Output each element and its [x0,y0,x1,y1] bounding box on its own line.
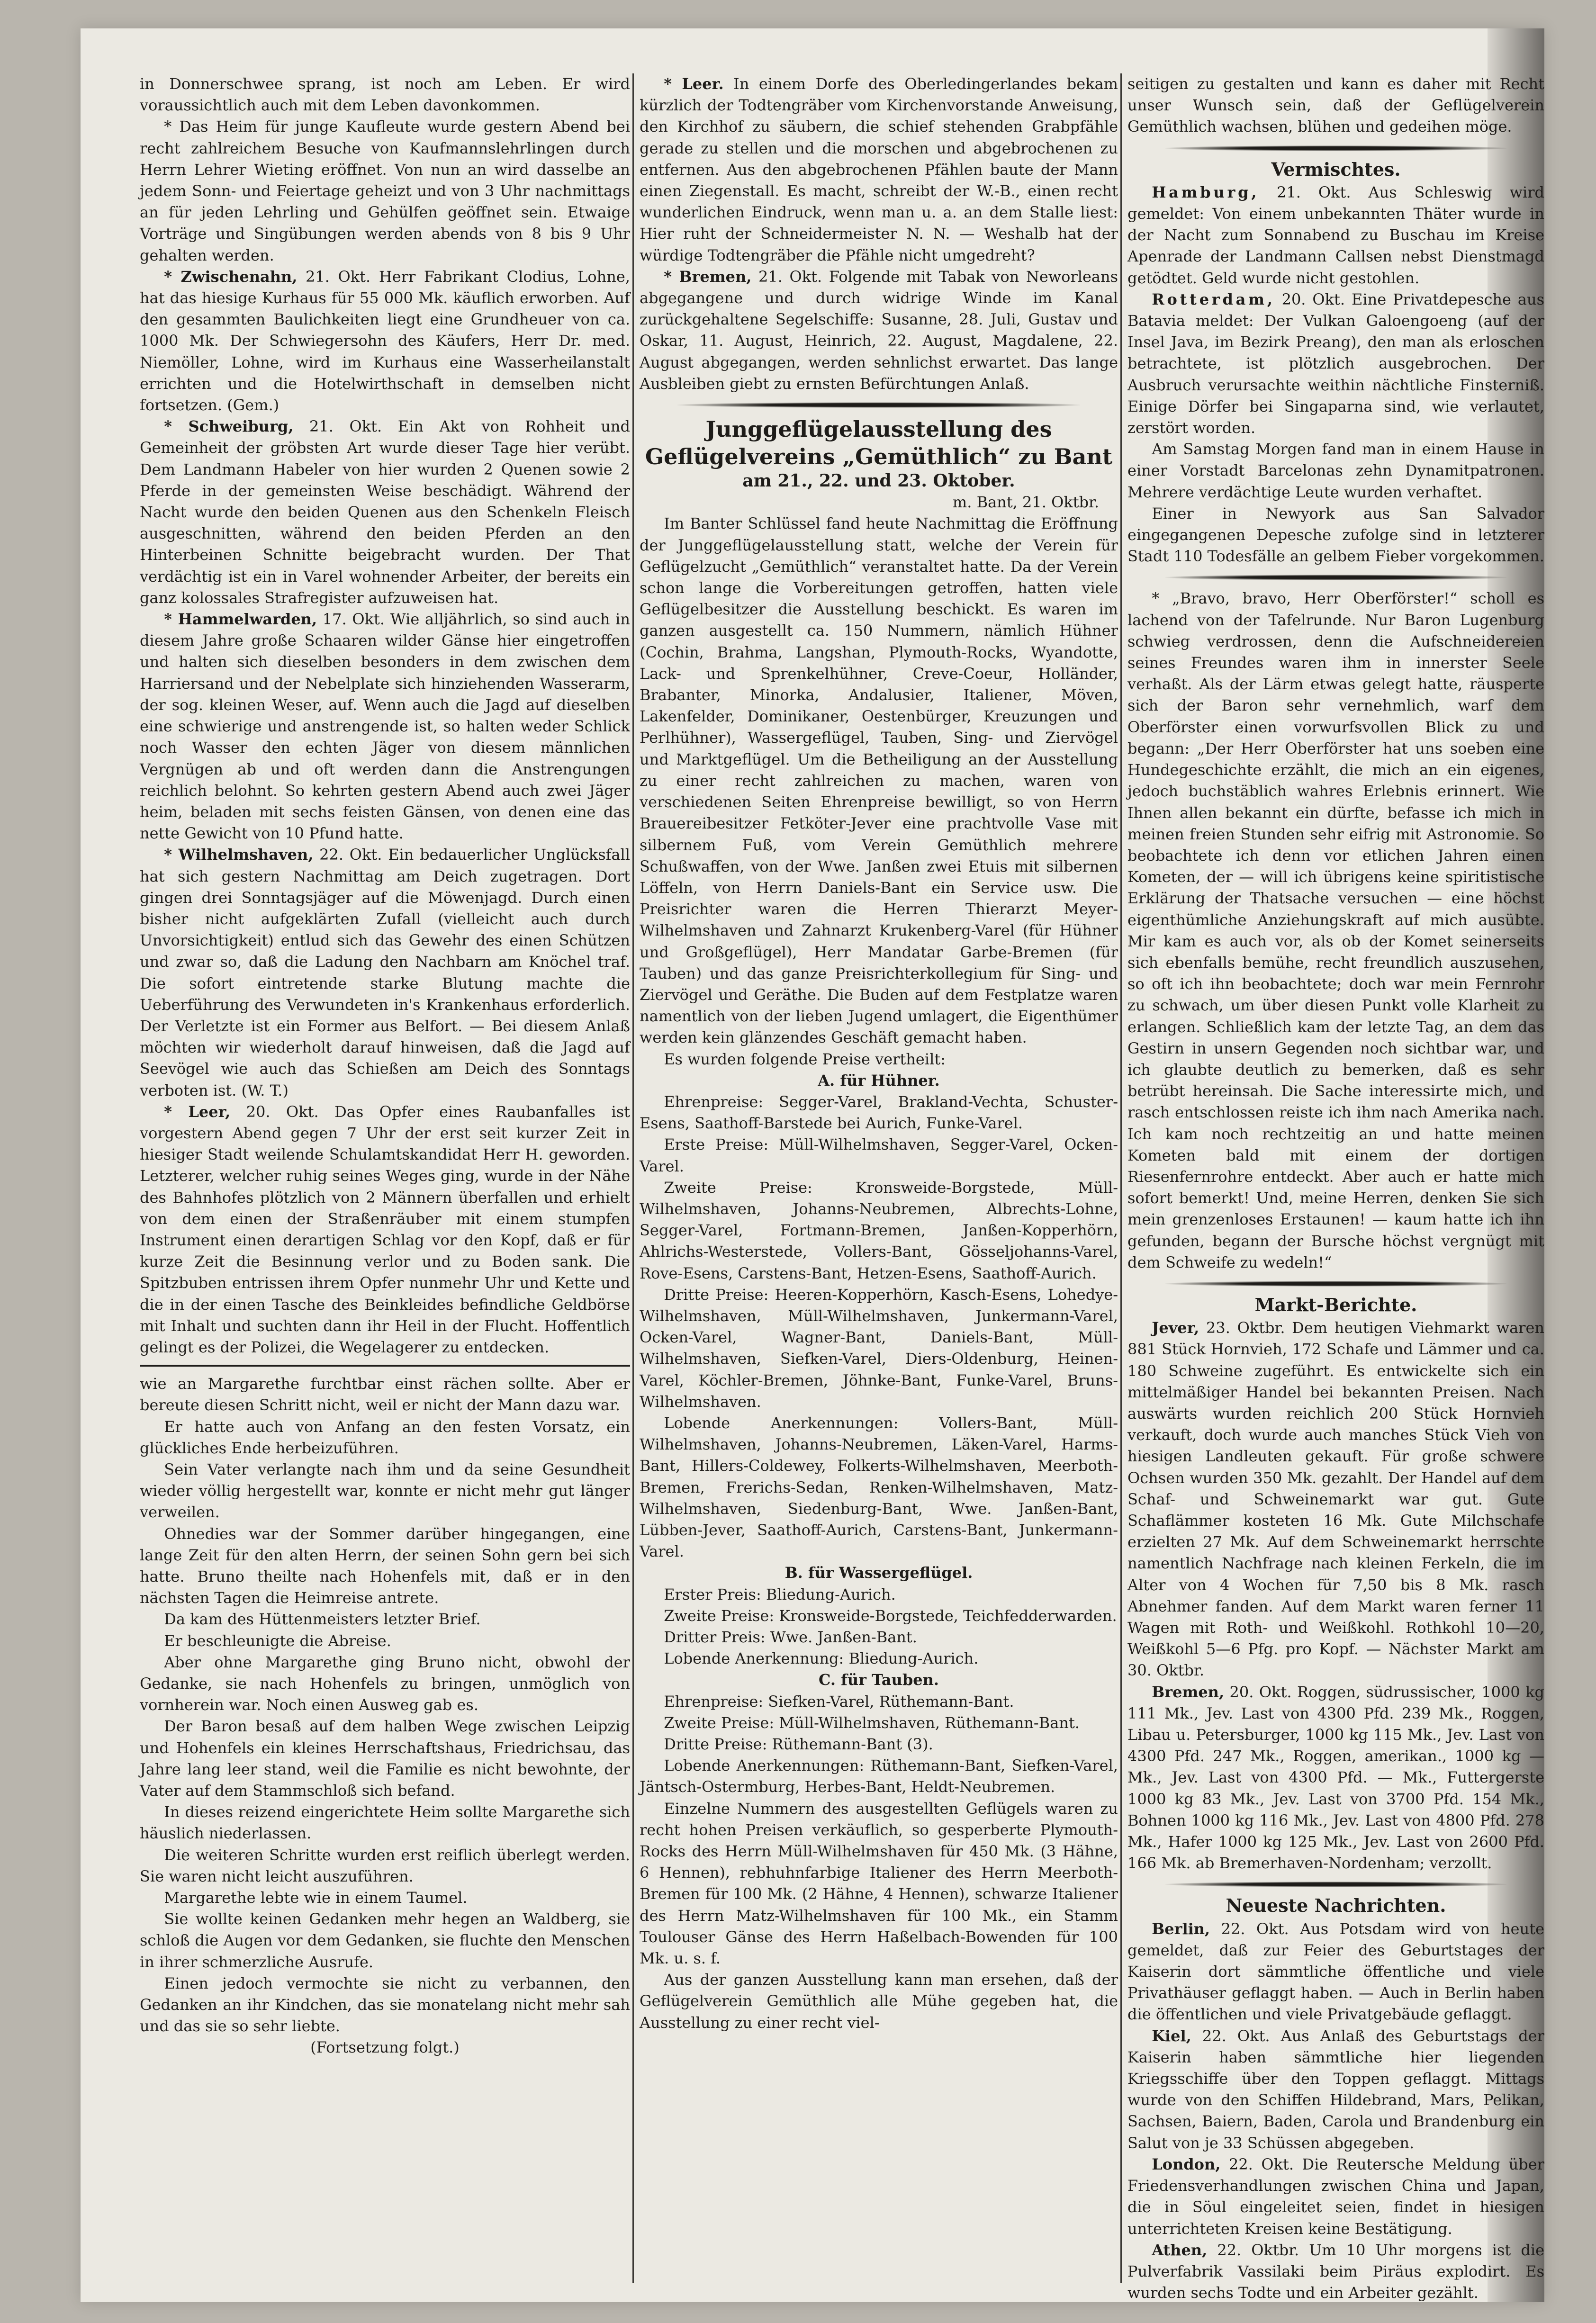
ornamental-divider [1165,1281,1506,1287]
feuilleton-text: Da kam des Hüttenmeisters letzter Brief. [164,1610,481,1629]
feuilleton-text: In dieses reizend eingerichtete Heim sollte Margarethe sich häuslich niederlassen. [140,1803,630,1843]
ornamental-divider [677,402,1080,408]
ornamental-divider [1165,1882,1506,1887]
article-dateline: * Leer. [664,75,724,93]
article-dateline: * Zwischenahn, [164,267,298,286]
column-3 [1127,73,1545,2302]
article-text: Am Samstag Morgen fand man in einem Hause in einer Vorstadt Barcelonas zehn Dynamitpatronen. Mehrere verdächtige Leute wurden verhaftet. [1127,440,1544,501]
article-text: 20. Okt. Roggen, südrussischer, 1000 kg 111 Mk., Jev. Last von 4300 Pfd. 239 Mk., Roggen, Libau u. Petersburger, 1000 kg 115 Mk., Jev. Last von 4300 Pfd. 247 Mk., Roggen, amerikan., 1000 kg — Mk., Jev. Last von 4300 Pfd. — Mk., Futtergerste 1000 kg 83 Mk., Jev. Last von 3700 Pfd. 154 Mk., Bohnen 1000 kg 116 Mk., Jev. Last von 4800 Pfd. 278 Mk., Hafer 1000 kg 125 Mk., Jev. Last von 2600 Pfd. 166 Mk. ab Bremerhaven-Nordenham; verzollt. [1127,1683,1545,1873]
article [140,1101,630,1358]
article [1127,2154,1544,2240]
exhibition-title: Junggeflügelausstellung des Geflügelvereins „Gemüthlich“ zu Bant [645,416,1113,470]
article-dateline: * Schweiburg, [164,417,294,436]
prize-list: Lobende Anerkennungen: Vollers-Bant, Müll-Wilhelmshaven, Johanns-Neubremen, Läken-Varel, Harms-Bant, Hillers-Coldewey, Folkerts-Wilhelmshaven, Meerboth-Bremen, Frerichs-Sedan, Renken-Wilhelmshaven, Matz-Wilhelmshaven, Siedenburg-Bant, Wwe. Janßen-Bant, Lübben-Jever, Saathoff-Aurich, Carstens-Bant, Junkermann-Varel. [640,1414,1118,1561]
feuilleton-text: wie an Margarethe furchtbar einst rächen sollte. Aber er bereute diesen Schritt nicht, weil er nicht der Mann dazu war. [140,1375,630,1414]
prize-list: Dritte Preise: Heeren-Kopperhörn, Kasch-Esens, Lohedye-Wilhelmshaven, Müll-Wilhelmshaven, Junkermann-Varel, Ocken-Varel, Wagner-Bant, Daniels-Bant, Müll-Wilhelmshaven, Siefken-Varel, Diers-Oldenburg, Heinen-Varel, Köchler-Bremen, Jöhnke-Bant, Funke-Varel, Bruns-Wilhelmshaven. [640,1285,1118,1411]
article-text: 22. Okt. Aus Potsdam wird von heute gemeldet, daß zur Feier des Geburtstages der Kaiserin dort sämmtliche öffentliche und viele Privathäuser geflaggt haben. — Auch in Berlin haben die öffentlichen und viele Privatgebäude geflaggt. [1127,1919,1545,2024]
ornamental-divider [1165,575,1506,580]
section-heading-neueste-nachrichten: Neueste Nachrichten. [1226,1895,1446,1917]
feuilleton-divider [140,1365,630,1367]
feuilleton-text: Die weiteren Schritte wurden erst reiflich überlegt werden. Sie waren nicht leicht auszuführen. [140,1846,630,1885]
article-text: 21. Okt. Folgende mit Tabak von Neworleans abgegangene und durch widrige Winde im Kanal zurückgehaltene Segelschiffe: Susanne, 28. Juli, Gustav und Oskar, 11. August, Heinrich, 22. August, Magdalene, 22. August abgegangen, werden sehnlichst erwartet. Das lange Ausbleiben giebt zu ernsten Befürchtungen Anlaß. [640,267,1118,393]
column-1 [140,73,630,2283]
article-text: 23. Oktbr. Dem heutigen Viehmarkt waren 881 Stück Hornvieh, 172 Schafe und Lämmer und ca. 180 Schweine zugeführt. Es entwickelte sich ein mittelmäßiger Handel bei bekannten Preisen. Nach auswärts wurden reichlich 200 Stück Hornvieh verkauft, doch wurde auch manches Stück Vieh von hiesigen Landleuten gekauft. Für große schwere Ochsen wurden 350 Mk. gezahlt. Der Handel auf dem Schaf- und Schweinemarkt war gut. Gute Schaflämmer kosteten 16 Mk. Gute Milchschafe erzielten 27 Mk. Auf dem Schweinemarkt herrschte namentlich Nachfrage nach kleinen Ferkeln, die im Alter von 4 Wochen für 7,50 bis 8 Mk. rasch Abnehmer fanden. Auf dem Markt waren ferner 11 Wagen mit Roth- und Weißkohl. Rothkohl 10—20, Weißkohl 5—6 Pfg. pro Kopf. — Nächster Markt am 30. Oktbr. [1127,1319,1545,1680]
article-dateline: Athen, [1152,2241,1208,2259]
article-text: 21. Okt. Ein Akt von Rohheit und Gemeinheit der gröbsten Art wurde dieser Tage hier verübt. Dem Landmann Habeler von hier wurden 2 Quenen sowie 2 Pferde in der gemeinsten Weise beschädigt. Während der Nacht wurde den beiden Quenen aus den Schenkeln Fleisch ausgeschnitten, während den beiden Pferden an den Hinterbeinen Schnitte beigebracht wurden. Der That verdächtig ist ein in Varel wohnender Arbeiter, der bereits ein ganz kolossales Strafregister aufzuweisen hat. [140,417,631,607]
prize-section-heading: C. für Tauben. [818,1671,939,1689]
prize-list: Dritter Preis: Wwe. Janßen-Bant. [664,1628,917,1647]
article [640,266,1118,395]
prize-list: Erste Preise: Müll-Wilhelmshaven, Segger-Varel, Ocken-Varel. [640,1135,1118,1175]
article-dateline: * Hammelwarden, [164,610,317,629]
article [1127,2240,1544,2304]
article-text: 22. Okt. Die Reutersche Meldung über Friedensverhandlungen zwischen China und Japan, die in Söul eingeleitet seien, findet in hiesigen unterrichteten Kreisen keine Bestätigung. [1127,2155,1545,2238]
section-heading-markt-berichte: Markt-Berichte. [1254,1294,1417,1315]
article-dateline: Berlin, [1152,1919,1210,1938]
article-dateline: Kiel, [1152,2026,1191,2045]
prize-list: Zweite Preise: Kronsweide-Borgstede, Teichfedderwarden. [664,1606,1117,1625]
article [1127,182,1544,289]
article-dateline: * Wilhelmshaven, [164,846,314,864]
article-text: 22. Okt. Ein bedauerlicher Unglücksfall hat sich gestern Nachmittag am Deich zugetragen. Dort gingen drei Sonntagsjäger auf die Möwenjagd. Durch einen bisher nicht aufgeklärten Zufall (vielleicht auch durch Unvorsichtigkeit) entlud sich das Gewehr des einen Schützen und zwar so, daß die Ladung den Nachbarn am Knöchel traf. Die sofort eintretende starke Blutung machte die Ueberführung des Verwundeten in's Krankenhaus erforderlich. Der Verletzte ist ein Former aus Belfort. — Bei diesem Anlaß möchten wir wiederholt darauf hinweisen, daß die Jagd auf Seevögel wie auch das Schießen am Deich des Sonntags verboten ist. (W. T.) [140,846,631,1099]
article-dateline: London, [1152,2155,1221,2173]
article-text: * „Bravo, bravo, Herr Oberförster!“ scholl es lachend von der Tafelrunde. Nur Baron Lugenburg schwieg verdrossen, denn die Aufschneidereien seines Freundes waren ihm in innerster Seele verhaßt. Als der Lärm etwas gelegt hatte, räusperte sich der Baron sehr vernehmlich, warf dem Oberförster einen vorwurfsvollen Blick zu und begann: „Der Herr Oberförster hat uns soeben eine Hundegeschichte erzählt, die mich an ein eigenes, jedoch buchstäblich wahres Erlebnis erinnert. Wie Ihnen allen bekannt ein dürfte, befasse ich mich in meinen freien Stunden sehr eifrig mit Astronomie. So beobachtete ich denn vor etlichen Jahren einen Kometen, der — will ich übrigens keine spiritistische Erklärung der Thatsache versuchen — eine höchst eigenthümliche Anziehungskraft auf mich ausübte. Mir kam es auch vor, als ob der Komet seinerseits sich ebenfalls bemühe, recht freundlich auszusehen, so oft ich ihn beobachtete; doch war mein Fernrohr zu schwach, um über diesen Punkt volle Klarheit zu erlangen. Schließlich kam der letzte Tag, an dem das Gestirn in unsern Gegenden noch sichtbar war, und ich glaubte deutlich zu bemerken, daß es sehr betrübt hereinsah. Die Sache interessirte mich, und rasch entschlossen reiste ich ihm nach Amerika nach. Ich kam noch rechtzeitig an und hatte meinen Kometen bald mit einem der dortigen Riesenfernrohre entdeckt. Aber auch er hatte mich sofort bemerkt! Und, meine Herren, denken Sie sich mein grenzenloses Erstaunen! — kaum hatte ich ihn gefunden, begann der Bursche höchst vergnügt mit dem Schweife zu wedeln!“ [1127,589,1544,1271]
article [640,73,1118,266]
feuilleton-text: Sie wollte keinen Gedanken mehr hegen an Waldberg, sie schloß die Augen vor dem Gedanken, sie fluchte den Menschen in ihrer schmerzliche Ausrufe. [140,1910,630,1971]
feuilleton-text: Einen jedoch vermochte sie nicht zu verbannen, den Gedanken an ihr Kindchen, das sie monatelang nicht mehr sah und das sie so sehr liebte. [140,1974,630,2035]
article [1127,1918,1544,2026]
article-text: 20. Okt. Eine Privatdepesche aus Batavia meldet: Der Vulkan Galoengoeng (auf der Insel Java, im Bezirk Preang), den man als erloschen betrachtete, ist plötzlich ausgebrochen. Der Ausbruch verursachte weithin nächtliche Finsterniß. Einige Dörfer bei Singaparna sind, wie verlautet, zerstört worden. [1127,290,1544,437]
article [140,609,630,844]
article-text: Im Banter Schlüssel fand heute Nachmittag die Eröffnung der Junggeflügelausstellung statt, welche der Verein für Geflügelzucht „Gemüthlich“ veranstaltet hatte. Da der Verein schon lange die Vorbereitungen getroffen, hatten viele Geflügelbesitzer die Ausstellung beschickt. Es waren im ganzen ausgestellt ca. 150 Nummern, nämlich Hühner (Cochin, Brahma, Langshan, Plymouth-Rocks, Wyandotte, Lack- und Sprenkelhühner, Creve-Coeur, Holländer, Brabanter, Minorka, Andalusier, Italiener, Möven, Lakenfelder, Dominikaner, Oestenbürger, Kreuzungen und Perlhühner), Wassergeflügel, Tauben, Sing- und Ziervögel und Marktgeflügel. Um die Betheiligung an der Ausstellung zu einer recht zahlreichen zu machen, waren von verschiedenen Seiten Ehrenpreise bewilligt, so von Herrn Brauereibesitzer Fetköter-Jever eine prachtvolle Vase mit silbernem Fuß, vom Verein Gemüthlich mehrere Schußwaffen, von der Wwe. Janßen zwei Etuis mit silbernen Löffeln, von Herrn Daniels-Bant ein Service usw. Die Preisrichter waren die Herren Thierarzt Meyer-Wilhelmshaven und Zahnarzt Krukenberg-Varel (für Hühner und Großgeflügel), Herr Mandatar Garbe-Bremen (für Tauben) und das ganze Preisrichterkollegium für Sing- und Ziervögel und Geräthe. Die Buden auf dem Festplatze waren namentlich von der lieben Jugend umlagert, die Eigenthümer werden kein glänzendes Geschäft gemacht haben. [640,514,1118,1047]
prize-list: Lobende Anerkennung: Bliedung-Aurich. [664,1649,979,1668]
article-text: * Das Heim für junge Kaufleute wurde gestern Abend bei recht zahlreichem Besuche von Kaufmannslehrlingen durch Herrn Lehrer Wieting eröffnet. Von nun an wird dasselbe an jedem Sonn- und Feiertage geheizt und von 3 Uhr nachmittags an für jeden Lehrling und Gehülfen geöffnet sein. Etwaige Vorträge und Singübungen werden abends von 8 bis 9 Uhr gehalten werden. [140,117,630,264]
article-text: 17. Okt. Wie alljährlich, so sind auch in diesem Jahre große Schaaren wilder Gänse hier eingetroffen und halten sich dieselben besonders in dem zwischen dem Harriersand und der Nebelplate sich hinziehenden Wasserarm, der sog. kleinen Weser, auf. Wenn auch die Jagd auf dieselben eine schwierige und anstrengende ist, so halten weder Schlick noch Wasser den echten Jäger von diesem männlichen Vergnügen ab und oft werden dann die Anstrengungen reichlich belohnt. So kehrten gestern Abend auch zwei Jäger heim, beladen mit sechs feisten Gänsen, von denen eine das nette Gewicht von 10 Pfund hatte. [140,610,631,843]
article-text: Aus der ganzen Ausstellung kann man ersehen, daß der Geflügelverein Gemüthlich alle Mühe gegeben hat, die Ausstellung zu einer recht viel- [640,1971,1118,2032]
section-heading-vermischtes: Vermischtes. [1271,158,1401,180]
article-text: seitigen zu gestalten und kann es daher mit Recht unser Wunsch sein, daß der Geflügelverein Gemüthlich wachsen, blühen und gedeihen möge. [1127,75,1544,136]
feuilleton-text: Er hatte auch von Anfang an den festen Vorsatz, ein glückliches Ende herbeizuführen. [140,1417,630,1457]
article-text: in Donnerschwee sprang, ist noch am Leben. Er wird voraussichtlich auch mit dem Leben davonkommen. [140,75,630,115]
article-dateline: Rotterdam, [1152,290,1275,308]
article [1127,1317,1544,1681]
prize-list: Ehrenpreise: Segger-Varel, Brakland-Vechta, Schuster-Esens, Saathoff-Barstede bei Aurich, Funke-Varel. [640,1092,1118,1133]
article-text: Es wurden folgende Preise vertheilt: [664,1050,946,1068]
newspaper-page [81,28,1544,2302]
feuilleton-text: Er beschleunigte die Abreise. [164,1631,391,1650]
prize-list: Ehrenpreise: Siefken-Varel, Rüthemann-Bant. [664,1692,1014,1711]
article-text: Einer in Newyork aus San Salvador eingegangenen Depesche zufolge sind in letzterer Stadt 110 Todesfälle an gelbem Fieber vorgekommen. [1127,504,1544,566]
column-divider [1120,73,1122,2283]
article-dateline: Hamburg, [1152,183,1260,201]
article [140,416,630,609]
prize-list: Zweite Preise: Kronsweide-Borgstede, Müll-Wilhelmshaven, Johanns-Neubremen, Albrechts-Lohne, Segger-Varel, Fortmann-Bremen, Janßen-Kopperhörn, Ahlrichs-Westerstede, Vollers-Bant, Gösseljohanns-Varel, Rove-Esens, Carstens-Bant, Hetzen-Esens, Saathoff-Aurich. [640,1178,1118,1282]
article-text: 20. Okt. Das Opfer eines Raubanfalles ist vorgestern Abend gegen 7 Uhr der erst seit kurzer Zeit in hiesiger Stadt weilende Schulamtskandidat Herr H. geworden. Letzterer, welcher ruhig seines Weges ging, wurde in der Nähe des Bahnhofes plötzlich von 2 Männern überfallen und erhielt von dem einen der Straßenräuber mit einem stumpfen Instrument einen derartigen Schlag vor den Kopf, daß er für kurze Zeit die Besinnung verlor und zu Boden sank. Die Spitzbuben entrissen ihrem Opfer nunmehr Uhr und Kette und die in der einen Tasche des Beinkleides befindliche Geldbörse mit Inhalt und suchten dann ihr Heil in der Flucht. Hoffentlich gelingt es der Polizei, die Wegelagerer zu entdecken. [140,1102,630,1356]
feuilleton-text: Der Baron besaß auf dem halben Wege zwischen Leipzig und Hohenfels ein kleines Herrschaftshaus, Friedrichsau, das Jahre lang leer stand, weil die Familie es nicht bewohnte, der Vater auf dem Stammschloß sich befand. [140,1717,630,1800]
article-dateline: * Leer, [164,1102,231,1121]
prize-list: Dritte Preise: Rüthemann-Bant (3). [664,1735,933,1754]
feuilleton-text: Sein Vater verlangte nach ihm und da seine Gesundheit wieder völlig hergestellt war, konnte er nicht mehr gut länger verweilen. [140,1460,630,1522]
article [140,266,630,416]
article-dateline: Jever, [1152,1319,1199,1337]
prize-list: Zweite Preise: Müll-Wilhelmshaven, Rüthemann-Bant. [664,1713,1080,1732]
exhibition-dates: am 21., 22. und 23. Oktober. [742,471,1015,491]
article-dateline: * Bremen, [664,267,752,286]
article-text: 21. Okt. Aus Schleswig wird gemeldet: Von einem unbekannten Thäter wurde in der Nacht zum Sonnabend zu Buschau im Kreise Apenrade der Landmann Callsen nebst Dienstmagd getödtet. Geld wurde nicht gestohlen. [1127,183,1545,287]
prize-section-heading: B. für Wassergeflügel. [784,1564,973,1582]
article [1127,2026,1544,2154]
article [1127,1682,1544,1874]
prize-list: Lobende Anerkennungen: Rüthemann-Bant, Siefken-Varel, Jäntsch-Ostermburg, Herbes-Bant, Heldt-Neubremen. [640,1756,1118,1796]
article-text: Einzelne Nummern des ausgestellten Geflügels waren zu recht hohen Preisen verkäuflich, so gesperberte Plymouth-Rocks des Herrn Müll-Wilhelmshaven für 450 Mk. (3 Hähne, 6 Hennen), rebhuhnfarbige Italiener des Herrn Meerboth-Bremen für 100 Mk. (2 Hähne, 4 Hennen), schwarze Italiener des Herrn Matz-Wilhelmshaven für 100 Mk., ein Stamm Toulouser Gänse des Herrn Haßelbach-Bowenden für 100 Mk. u. s. f. [640,1799,1118,1968]
article-dateline: Bremen, [1152,1683,1225,1701]
feuilleton-text: Ohnedies war der Sommer darüber hingegangen, eine lange Zeit für den alten Herrn, der seinen Sohn gern bei sich hatte. Bruno theilte nach Hohenfels mit, daß er in den nächsten Tagen die Heimreise antrete. [140,1524,630,1607]
feuilleton-text: Margarethe lebte wie in einem Taumel. [164,1889,468,1907]
article [1127,289,1544,439]
column-divider [632,73,634,2283]
article-text: 22. Okt. Aus Anlaß des Geburtstags der Kaiserin haben sämmtliche hier liegenden Kriegsschiffe über den Toppen geflaggt. Mittags wurde von den Schiffen Hildebrand, Mars, Pelikan, Sachsen, Baiern, Baden, Carola und Brandenburg ein Salut von je 33 Schüssen abgegeben. [1127,2026,1545,2152]
prize-list: Erster Preis: Bliedung-Aurich. [664,1585,896,1603]
ornamental-divider [1165,145,1506,151]
article-text: In einem Dorfe des Oberledingerlandes bekam kürzlich der Todtengräber vom Kirchenvorstande Anweisung, den Kirchhof zu säubern, die schief stehenden Grabpfähle gerade zu stellen und die morschen und abgebrochenen zu entfernen. Aus den abgebrochenen Pfählen baute der Mann einen Ziegenstall. Es macht, schreibt der W.-B., einen recht wunderlichen Eindruck, wenn man u. a. an dem Stalle liest: Hier ruht der Schneidermeister N. N. — Weshalb hat der würdige Todtengräber die Pfähle nicht umgedreht? [640,75,1118,264]
continuation-note: (Fortsetzung folgt.) [310,2038,460,2057]
article-text: 22. Oktbr. Um 10 Uhr morgens ist die Pulverfabrik Vassilaki beim Piräus explodirt. Es wurden sechs Todte und ein Arbeiter gezählt. [1127,2241,1545,2302]
feuilleton-text: Aber ohne Margarethe ging Bruno nicht, obwohl der Gedanke, sie nach Hohenfels zu bringen, unmöglich von vornherein war. Noch einen Ausweg gab es. [140,1653,630,1714]
article-dateline: m. Bant, 21. Oktbr. [952,493,1099,512]
prize-section-heading: A. für Hühner. [818,1071,940,1089]
article-text: 21. Okt. Herr Fabrikant Clodius, Lohne, hat das hiesige Kurhaus für 55 000 Mk. käuflich erworben. Auf den gesammten Baulichkeiten liegt eine Grundheuer von ca. 1000 Mk. Der Schwiegersohn des Käufers, Herr Dr. med. Niemöller, Lohne, wird im Kurhaus eine Wasserheilanstalt errichten und die Hotelwirthschaft in demselben nicht fortsetzen. (Gem.) [140,267,631,414]
article [140,844,630,1101]
column-2 [640,73,1118,2283]
